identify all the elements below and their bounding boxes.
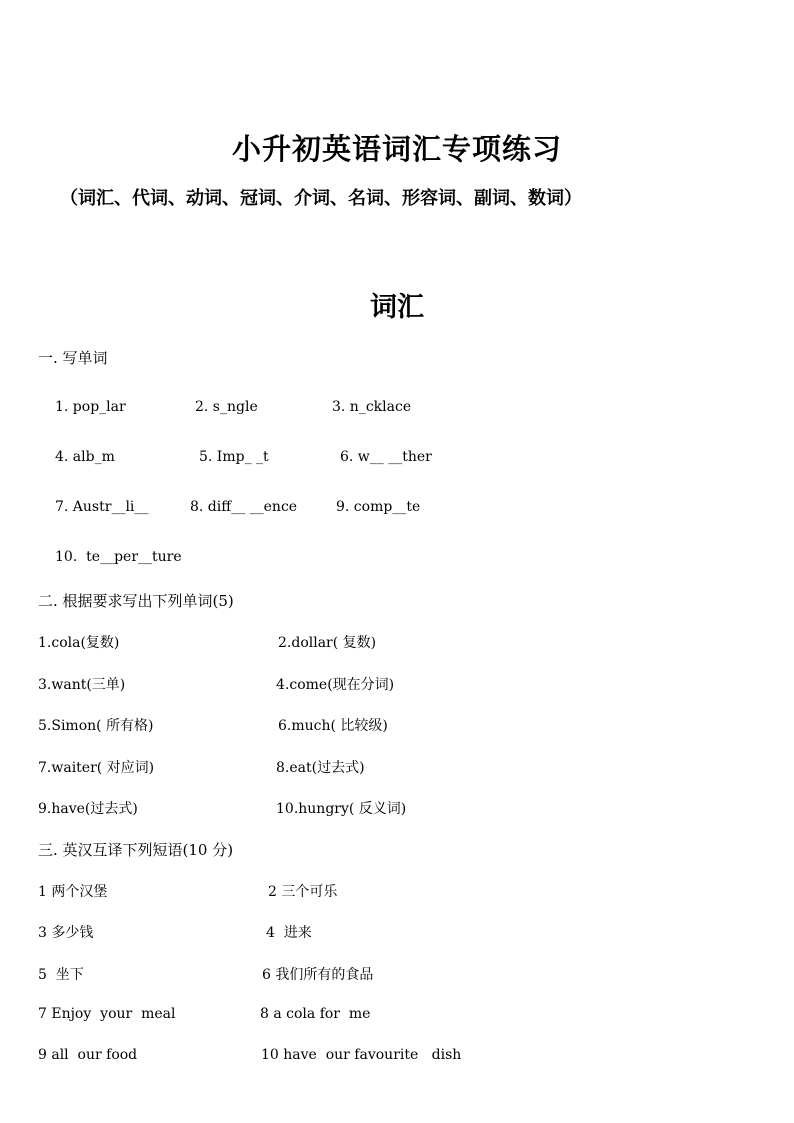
exercise-item: 2 三个可乐 (268, 884, 338, 900)
exercise-item: 2. s_ngle (195, 399, 258, 415)
section-1-title: 一. 写单词 (38, 349, 108, 367)
exercise-item: 10. te__per__ture (55, 549, 182, 565)
exercise-item: 10.hungry( 反义词) (276, 801, 407, 817)
exercise-item: 3.want(三单) (38, 677, 126, 693)
exercise-item: 3 多少钱 (38, 925, 94, 941)
exercise-item: 1. pop_lar (55, 399, 126, 415)
exercise-item: 6 我们所有的食品 (262, 967, 374, 983)
page-subtitle: （词汇、代词、动词、冠词、介词、名词、形容词、副词、数词） (60, 188, 582, 209)
section-heading: 词汇 (370, 292, 424, 323)
exercise-item: 7. Austr__li__ (55, 499, 149, 515)
exercise-item: 9 all our food (38, 1047, 138, 1063)
exercise-item: 9. comp__te (336, 499, 421, 515)
exercise-item: 4.come(现在分词) (276, 677, 395, 693)
exercise-item: 8. diff__ __ence (190, 499, 298, 515)
exercise-item: 5.Simon( 所有格) (38, 718, 154, 734)
exercise-item: 4. alb_m (55, 449, 115, 465)
exercise-item: 10 have our favourite dish (261, 1047, 462, 1063)
exercise-item: 8.eat(过去式) (276, 760, 365, 776)
exercise-item: 3. n_cklace (332, 399, 412, 415)
exercise-item: 5. Imp_ _t (199, 449, 269, 465)
section-3-title: 三. 英汉互译下列短语(10 分) (38, 841, 234, 859)
exercise-item: 5 坐下 (38, 967, 84, 983)
page-title: 小升初英语词汇专项练习 (231, 132, 562, 166)
exercise-item: 4 进来 (266, 925, 312, 941)
section-2-title: 二. 根据要求写出下列单词(5) (38, 592, 234, 610)
exercise-item: 6. w__ __ther (340, 449, 432, 465)
exercise-item: 1.cola(复数) (38, 635, 120, 651)
exercise-item: 1 两个汉堡 (38, 884, 108, 900)
exercise-item: 7.waiter( 对应词) (38, 760, 155, 776)
exercise-item: 6.much( 比较级) (278, 718, 388, 734)
exercise-item: 8 a cola for me (260, 1006, 371, 1022)
exercise-item: 2.dollar( 复数) (278, 635, 377, 651)
exercise-item: 7 Enjoy your meal (38, 1006, 176, 1022)
exercise-item: 9.have(过去式) (38, 801, 138, 817)
